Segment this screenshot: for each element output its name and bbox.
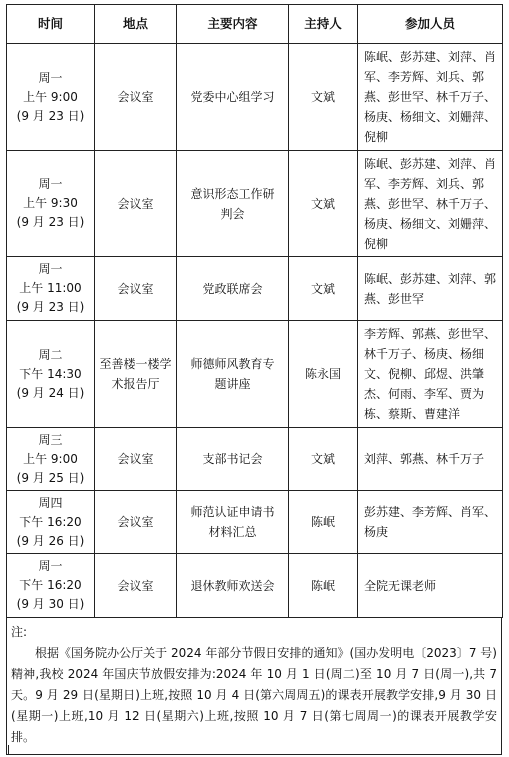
clock-time: 上午 9:00: [23, 451, 78, 466]
content-cell: 退休教师欢送会: [177, 554, 289, 618]
header-participants: 参加人员: [358, 5, 503, 44]
weekday: 周一: [38, 70, 63, 85]
weekday: 周一: [38, 262, 63, 276]
page-edge-mark: [8, 745, 9, 755]
time-cell: [7, 491, 95, 554]
weekday: 周三: [38, 432, 63, 447]
clock-time: 上午 9:00: [23, 89, 78, 104]
participants-cell: 刘萍、郭燕、林千万子: [358, 428, 503, 491]
content-cell: 党政联席会: [177, 257, 289, 321]
date: (9 月 26 日): [16, 533, 85, 548]
time-cell: [7, 44, 95, 151]
time-cell: [7, 257, 95, 321]
content-cell: 师范认证申请书材料汇总: [177, 491, 289, 554]
clock-time: 上午 9:30: [23, 196, 78, 210]
date: (9 月 25 日): [16, 470, 85, 485]
table-row: [7, 428, 503, 491]
note-label: 注:: [11, 625, 28, 639]
table-row: [7, 554, 503, 618]
host-cell: 文斌: [289, 151, 358, 257]
time-cell: [7, 554, 95, 618]
header-host: 主持人: [289, 5, 358, 44]
host-cell: 陈岷: [289, 491, 358, 554]
place-cell: 会议室: [95, 554, 177, 618]
host-cell: 文斌: [289, 44, 358, 151]
time-cell: [7, 151, 95, 257]
participants-cell: 陈岷、彭苏建、刘萍、郭燕、彭世罕: [358, 257, 503, 321]
date: (9 月 23 日): [16, 108, 85, 123]
weekday: 周四: [38, 495, 63, 510]
table-row: [7, 321, 503, 428]
participants-cell: 陈岷、彭苏建、刘萍、肖军、李芳辉、刘兵、郭燕、彭世罕、林千万子、杨庚、杨细文、刘姗萍、倪柳: [358, 44, 503, 151]
participants-cell: 陈岷、彭苏建、刘萍、肖军、李芳辉、刘兵、郭燕、彭世罕、林千万子、杨庚、杨细文、刘姗萍、倪柳: [358, 151, 503, 257]
clock-time: 下午 14:30: [19, 366, 82, 381]
place-cell: 会议室: [95, 257, 177, 321]
content-cell: 师德师风教育专题讲座: [177, 321, 289, 428]
date: (9 月 23 日): [16, 215, 85, 229]
place-cell: 会议室: [95, 151, 177, 257]
weekday: 周一: [38, 177, 63, 191]
table-row: [7, 257, 503, 321]
weekday: 周二: [38, 347, 63, 362]
content-cell: 支部书记会: [177, 428, 289, 491]
content-cell: 党委中心组学习: [177, 44, 289, 151]
place-cell: 会议室: [95, 491, 177, 554]
header-place: 地点: [95, 5, 177, 44]
note-text: 根据《国务院办公厅关于 2024 年部分节假日安排的通知》(国办发明电〔2023〕7 号)精神,我校 2024 年国庆节放假安排为:2024 年 10 月 1 日(周二)至 10 月 7 日(周一),共 7 天。9 月 29 日(星期日)上班,按照 10 月 4 日(第六周周五)的课表开展教学安排,9 月 30 日(星期一)上班,10 月 12 日(星期六)上班,按照 10 月 7 日(第七周周一)的课表开展教学安排。: [11, 646, 497, 744]
participants-cell: 全院无课老师: [358, 554, 503, 618]
place-cell: 至善楼一楼学术报告厅: [95, 321, 177, 428]
date: (9 月 23 日): [16, 300, 85, 314]
content-cell: 意识形态工作研判会: [177, 151, 289, 257]
clock-time: 上午 11:00: [19, 281, 82, 295]
place-cell: 会议室: [95, 428, 177, 491]
participants-cell: 彭苏建、李芳辉、肖军、杨庚: [358, 491, 503, 554]
table-header-row: [7, 5, 503, 44]
host-cell: 文斌: [289, 257, 358, 321]
schedule-document: [6, 4, 502, 755]
clock-time: 下午 16:20: [19, 578, 82, 592]
host-cell: 陈永国: [289, 321, 358, 428]
time-cell: [7, 428, 95, 491]
meeting-schedule-table: [6, 4, 503, 618]
host-cell: 文斌: [289, 428, 358, 491]
place-cell: 会议室: [95, 44, 177, 151]
weekday: 周一: [38, 559, 63, 573]
date: (9 月 30 日): [16, 597, 85, 611]
table-row: [7, 151, 503, 257]
header-time: 时间: [7, 5, 95, 44]
table-row: [7, 491, 503, 554]
holiday-note: [6, 618, 502, 755]
time-cell: [7, 321, 95, 428]
host-cell: 陈岷: [289, 554, 358, 618]
clock-time: 下午 16:20: [19, 514, 82, 529]
header-content: 主要内容: [177, 5, 289, 44]
table-row: [7, 44, 503, 151]
participants-cell: 李芳辉、郭燕、彭世罕、林千万子、杨庚、杨细文、倪柳、邱煜、洪肇杰、何雨、李军、贾为栋、蔡斯、曹建洋: [358, 321, 503, 428]
date: (9 月 24 日): [16, 385, 85, 400]
